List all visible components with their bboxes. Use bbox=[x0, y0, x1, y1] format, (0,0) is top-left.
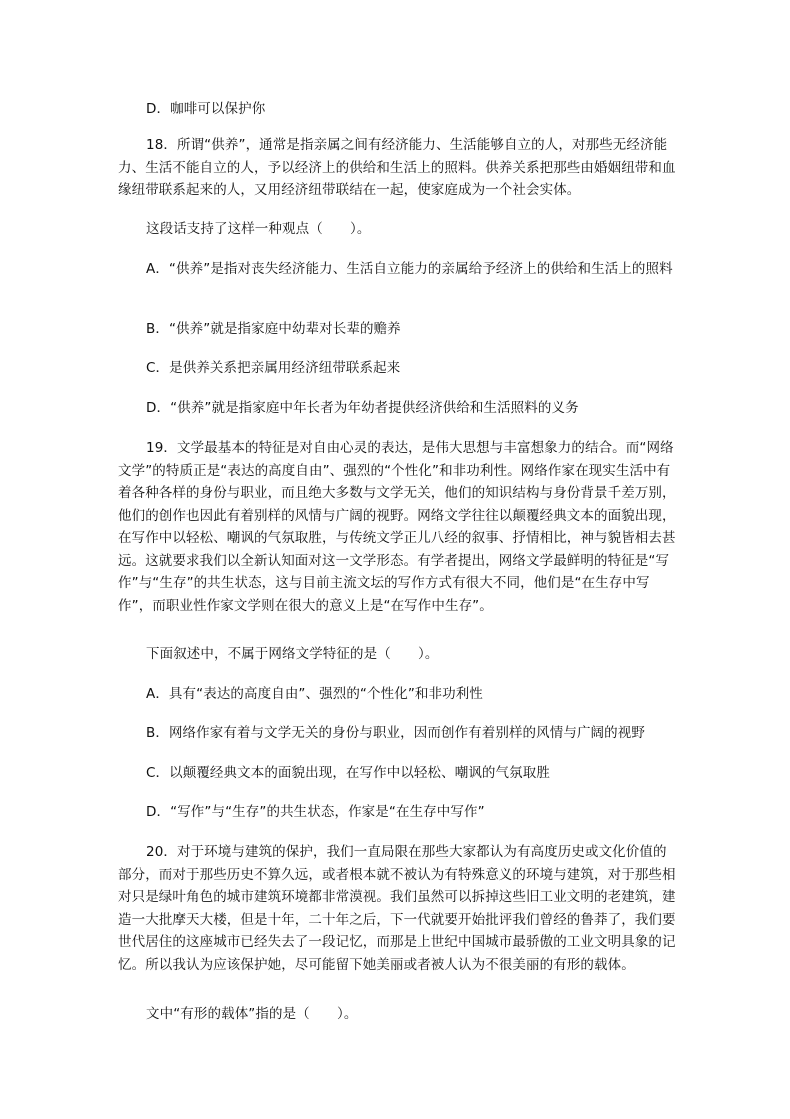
q20-stem: 20．对于环境与建筑的保护，我们一直局限在那些大家都认为有高度历史或文化价值的部分，而对于那些历史不算久远，或者根本就不被认为有特殊意义的环境与建筑，对于那些相对只是绿叶角色的城市建筑环境都非常漠视。我们虽然可以拆掉这些旧工业文明的老建筑，建造一大批摩天大楼，但是十年，二十年之后，下一代就要开始批评我们曾经的鲁莽了，我们要世代居住的这座城市已经失去了一段记忆，而那是上世纪中国城市最骄傲的工业文明具象的记忆。所以我认为应该保护她，尽可能留下她美丽或者被人认为不很美丽的有形的载体。 bbox=[118, 844, 676, 973]
q18-question: 这段话支持了这样一种观点（ ）。 bbox=[146, 221, 371, 237]
q19-option-c: C．以颠覆经典文本的面貌出现，在写作中以轻松、嘲讽的气氛取胜 bbox=[146, 765, 550, 781]
q18-option-b: B．“供养”就是指家庭中幼辈对长辈的赡养 bbox=[146, 321, 401, 337]
q19-option-a: A．具有“表达的高度自由”、强烈的“个性化”和非功利性 bbox=[146, 686, 483, 702]
q18-option-d: D．“供养”就是指家庭中年长者为年幼者提供经济供给和生活照料的义务 bbox=[146, 400, 579, 416]
q19-option-b: B．网络作家有着与文学无关的身份与职业，因而创作有着别样的风情与广阔的视野 bbox=[146, 725, 645, 741]
q18-stem: 18．所谓“供养”，通常是指亲属之间有经济能力、生活能够自立的人，对那些无经济能力、生活不能自立的人，予以经济上的供给和生活上的照料。供养关系把那些由婚姻纽带和血缘纽带联系起来的人，又用经济纽带联结在一起，使家庭成为一个社会实体。 bbox=[118, 137, 676, 198]
q20-question: 文中“有形的载体”指的是（ ）。 bbox=[146, 1006, 358, 1022]
q19-stem: 19．文学最基本的特征是对自由心灵的表达，是伟大思想与丰富想象力的结合。而“网络文学”的特质正是“表达的高度自由”、强烈的“个性化”和非功利性。网络作家在现实生活中有着各种各样的身份与职业，而且绝大多数与文学无关，他们的知识结构与身份背景千差万别，他们的创作也因此有着别样的风情与广阔的视野。网络文学往往以颠覆经典文本的面貌出现，在写作中以轻松、嘲讽的气氛取胜，与传统文学正儿八经的叙事、抒情相比，神与貌皆相去甚远。这就要求我们以全新认知面对这一文学形态。有学者提出，网络文学最鲜明的特征是“写作”与“生存”的共生状态，这与目前主流文坛的写作方式有很大不同，他们是“在生存中写作”，而职业性作家文学则在很大的意义上是“在写作中生存”。 bbox=[118, 440, 676, 614]
q19-option-d: D．“写作”与“生存”的共生状态，作家是“在生存中写作” bbox=[146, 804, 485, 820]
q17-option-d: D．咖啡可以保护你 bbox=[146, 101, 266, 117]
q18-option-c: C．是供养关系把亲属用经济纽带联系起来 bbox=[146, 360, 401, 376]
q18-option-a: A．“供养”是指对丧失经济能力、生活自立能力的亲属给予经济上的供给和生活上的照料 bbox=[146, 261, 673, 277]
q19-question: 下面叙述中，不属于网络文学特征的是（ ）。 bbox=[146, 646, 439, 662]
